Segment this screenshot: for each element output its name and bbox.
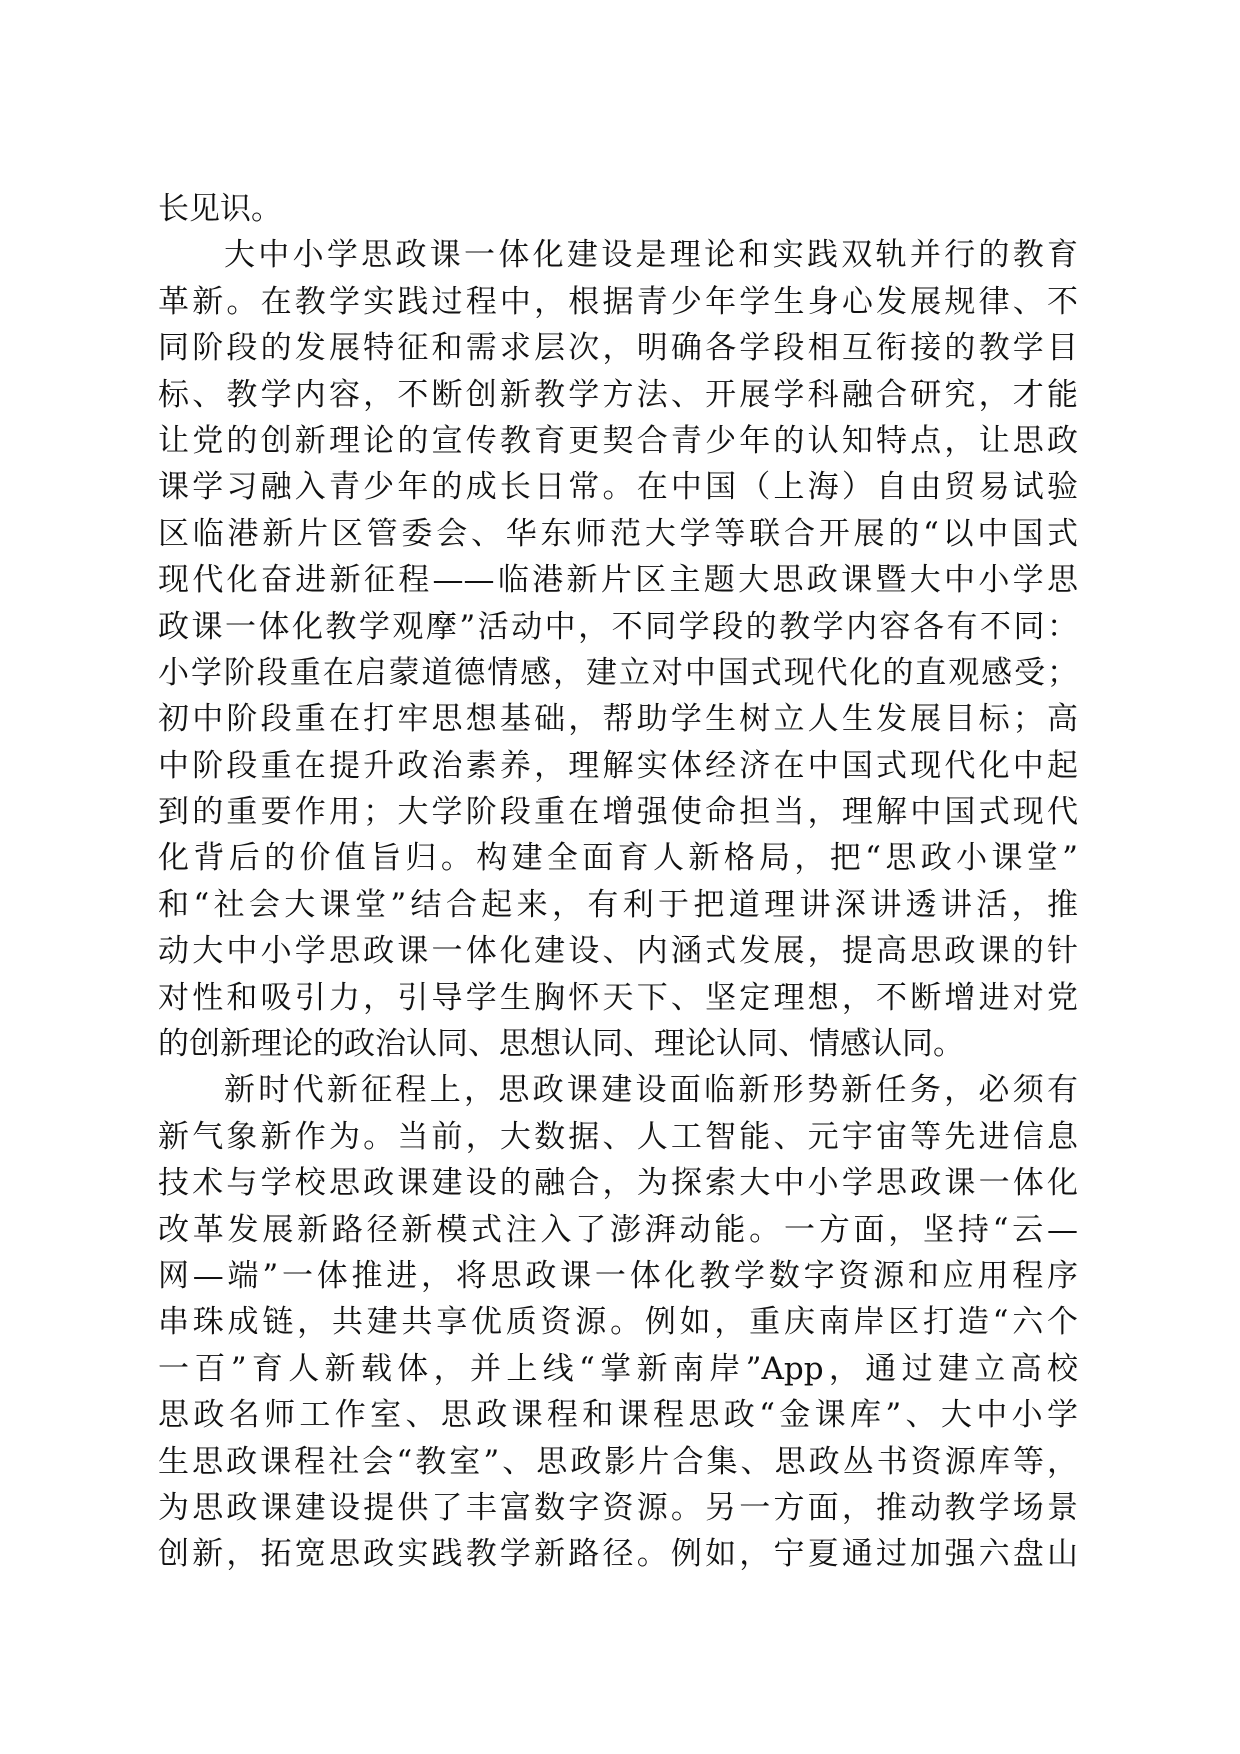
text-line: 新气象新作为。当前，大数据、人工智能、元宇宙等先进信息 — [158, 1118, 1078, 1155]
text-line: 中阶段重在提升政治素养，理解实体经济在中国式现代化中起 — [158, 747, 1078, 784]
body-text — [158, 186, 1078, 1578]
text-line: 和“社会大课堂”结合起来，有利于把道理讲深讲透讲活，推 — [158, 886, 1078, 923]
text-line: 对性和吸引力，引导学生胸怀天下、坚定理想，不断增进对党 — [158, 979, 1078, 1016]
text-line: 大中小学思政课一体化建设是理论和实践双轨并行的教育 — [224, 237, 1078, 274]
text-line: 为思政课建设提供了丰富数字资源。另一方面，推动教学场景 — [158, 1489, 1078, 1526]
text-line: 动大中小学思政课一体化建设、内涵式发展，提高思政课的针 — [158, 933, 1078, 970]
text-line: 技术与学校思政课建设的融合，为探索大中小学思政课一体化 — [158, 1165, 1078, 1202]
text-line: 革新。在教学实践过程中，根据青少年学生身心发展规律、不 — [158, 283, 1078, 320]
text-line: 串珠成链，共建共享优质资源。例如，重庆南岸区打造“六个 — [158, 1304, 1078, 1341]
text-line: 思政名师工作室、思政课程和课程思政“金课库”、大中小学 — [158, 1397, 1078, 1434]
text-line: 新时代新征程上，思政课建设面临新形势新任务，必须有 — [224, 1072, 1078, 1109]
text-line: 标、教学内容，不断创新教学方法、开展学科融合研究，才能 — [158, 376, 1078, 413]
text-line: 初中阶段重在打牢思想基础，帮助学生树立人生发展目标；高 — [158, 701, 1078, 738]
text-line: 创新，拓宽思政实践教学新路径。例如，宁夏通过加强六盘山 — [158, 1536, 1078, 1573]
text-line: 生思政课程社会“教室”、思政影片合集、思政丛书资源库等， — [158, 1443, 1078, 1480]
text-line: 的创新理论的政治认同、思想认同、理论认同、情感认同。 — [158, 1026, 964, 1063]
text-line: 长见识。 — [158, 191, 282, 227]
text-line: 课学习融入青少年的成长日常。在中国（上海）自由贸易试验 — [158, 469, 1078, 506]
text-line: 化背后的价值旨归。构建全面育人新格局，把“思政小课堂” — [158, 840, 1078, 877]
text-line: 同阶段的发展特征和需求层次，明确各学段相互衔接的教学目 — [158, 330, 1078, 367]
text-line: 网—端”一体推进，将思政课一体化教学数字资源和应用程序 — [158, 1257, 1078, 1294]
text-line: 区临港新片区管委会、华东师范大学等联合开展的“以中国式 — [158, 515, 1078, 552]
text-line: 让党的创新理论的宣传教育更契合青少年的认知特点，让思政 — [158, 422, 1078, 459]
text-line: 一百”育人新载体，并上线“掌新南岸”App，通过建立高校 — [158, 1350, 1078, 1387]
text-line: 小学阶段重在启蒙道德情感，建立对中国式现代化的直观感受； — [158, 654, 1078, 691]
text-line: 改革发展新路径新模式注入了澎湃动能。一方面，坚持“云— — [158, 1211, 1078, 1248]
text-line: 现代化奋进新征程——临港新片区主题大思政课暨大中小学思 — [158, 562, 1078, 599]
text-line: 政课一体化教学观摩”活动中，不同学段的教学内容各有不同： — [158, 608, 1078, 645]
text-line: 到的重要作用；大学阶段重在增强使命担当，理解中国式现代 — [158, 794, 1078, 831]
